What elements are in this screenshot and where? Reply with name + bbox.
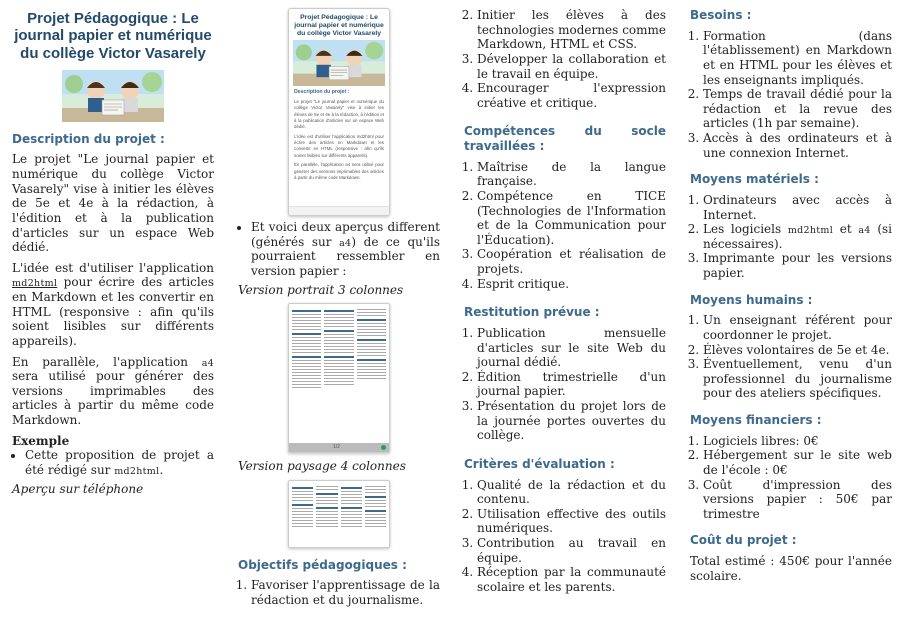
portrait-caption: Version portrait 3 colonnes xyxy=(238,282,404,297)
cout-heading: Coût du projet : xyxy=(690,533,797,548)
moyen-financier-item: 3. Coût d'impression des versions papier : 50€ par trimestre xyxy=(703,478,892,522)
example-list xyxy=(12,448,214,477)
objectif-item: 4. Encourager l'expression créative et critique. xyxy=(477,81,666,110)
competences-heading: Compétences du socle travaillées : xyxy=(464,124,666,153)
portrait-preview-thumbnail xyxy=(288,303,390,453)
critere-item: 2. Utilisation effective des outils numériques. xyxy=(477,507,666,536)
objectifs-list-continued xyxy=(464,8,666,110)
a4-app-name: a4 xyxy=(858,225,871,237)
column-1 xyxy=(12,8,214,502)
phone-preview-title: Projet Pédagogique : Le journal papier et numérique du collège Victor Vasarely xyxy=(294,14,384,37)
objectif-item: 1. Favoriser l'apprentissage de la rédaction et du journalisme. xyxy=(251,578,440,607)
text-segment: sera utilisé pour générer des versions imprimables des articles à partir du même code Markdown. xyxy=(12,369,214,427)
landscape-preview-thumbnail xyxy=(288,480,390,548)
text-segment: (si nécessaires). xyxy=(703,222,892,251)
students-newspaper-illustration xyxy=(62,70,164,122)
a4-app-name: a4 xyxy=(201,357,214,369)
moyen-financier-item: 1. Logiciels libres: 0€ xyxy=(703,434,892,449)
column-3 xyxy=(464,8,666,603)
moyen-materiel-item: 1. Ordinateurs avec accès à Internet. xyxy=(703,193,892,222)
moyen-humain-item: 2. Élèves volontaires de 5e et 4e. xyxy=(703,343,892,358)
moyens-materiels-heading: Moyens matériels : xyxy=(690,172,819,187)
phone-preview-paragraph-2: L'idée est d'utiliser l'application md2html pour écrire des articles en Markdown et les convertir en HTML (responsive : afin qu'ils soient lisibles sur différents appareils). xyxy=(294,133,384,158)
competence-item: 3. Coopération et réalisation de projets. xyxy=(477,247,666,276)
text-segment: pour écrire des articles en Markdown et les convertir en HTML (responsive : afin qu'ils soient lisibles sur différents appareils). xyxy=(12,275,214,348)
text-segment: et xyxy=(833,222,859,237)
phone-nav-bar xyxy=(289,206,389,215)
besoins-heading: Besoins : xyxy=(690,8,752,22)
competence-item: 4. Esprit critique. xyxy=(477,277,666,292)
competence-item: 1. Maîtrise de la langue française. xyxy=(477,160,666,189)
critere-item: 1. Qualité de la rédaction et du contenu. xyxy=(477,478,666,507)
moyens-materiels-list xyxy=(690,193,892,281)
landscape-caption: Version paysage 4 colonnes xyxy=(238,459,406,474)
moyen-financier-item: 2. Hébergement sur le site web de l'école : 0€ xyxy=(703,448,892,477)
moyens-financiers-heading: Moyens financiers : xyxy=(690,413,822,427)
restitution-item: 2. Édition trimestrielle d'un journal papier. xyxy=(477,370,666,399)
phone-preview-paragraph-1: Le projet "Le journal papier et numérique du collège Victor Vasarely" vise à initier les élèves de 5e et 4e à la rédaction, à l'édition et à la publication d'articles sur un espace Web dédié. xyxy=(294,98,384,130)
phone-preview-heading: Description du projet : xyxy=(294,89,350,96)
description-paragraph-2 xyxy=(12,261,214,349)
description-paragraph-3 xyxy=(12,355,214,428)
a4-app-name: a4 xyxy=(339,237,352,249)
description-paragraph-1: Le projet "Le journal papier et numérique du collège Victor Vasarely" vise à initier les élèves de 5e et 4e à la rédaction, à l'édition et à la publication d'articles sur un espace Web dédié. xyxy=(12,152,214,255)
critere-item: 3. Contribution au travail en équipe. xyxy=(477,536,666,565)
md2html-link[interactable]: md2html xyxy=(12,278,58,290)
previews-list xyxy=(238,220,440,279)
objectifs-heading: Objectifs pédagogiques : xyxy=(238,557,407,572)
restitution-list xyxy=(464,326,666,443)
status-dot-icon xyxy=(381,445,386,450)
column-4 xyxy=(690,8,892,589)
criteres-heading: Critères d'évaluation : xyxy=(464,456,615,471)
page-number: 1/2 xyxy=(333,444,340,451)
column-2 xyxy=(238,8,440,616)
text-segment: Les logiciels xyxy=(703,222,788,237)
besoin-item: 2. Temps de travail dédié pour la rédaction et la revue des articles (1h par semaine). xyxy=(703,87,892,131)
objectif-item: 2. Initier les élèves à des technologies modernes comme Markdown, HTML et CSS. xyxy=(477,8,666,52)
previews-item xyxy=(251,220,440,279)
phone-preview-paragraph-3: En parallèle, l'application a4 sera utilisé pour générer des versions imprimables des articles à partir du même code Markdown. xyxy=(294,162,384,180)
objectif-item: 3. Développer la collaboration et le travail en équipe. xyxy=(477,52,666,81)
text-segment: En parallèle, l'application xyxy=(12,354,202,369)
page-title: Projet Pédagogique : Le journal papier et numérique du collège Victor Vasarely xyxy=(14,10,212,62)
besoins-list xyxy=(690,29,892,161)
example-item xyxy=(25,448,214,477)
md2html-app-name: md2html xyxy=(787,225,834,237)
competences-list xyxy=(464,160,666,292)
phone-preview-caption: Aperçu sur téléphone xyxy=(12,481,144,496)
text-segment: . xyxy=(159,462,164,477)
moyens-financiers-list xyxy=(690,434,892,522)
critere-item: 4. Réception par la communauté scolaire et les parents. xyxy=(477,565,666,594)
moyen-humain-item: 1. Un enseignant référent pour coordonner le projet. xyxy=(703,313,892,342)
text-segment: ) de ce qu'ils pourraient ressembler en version papier : xyxy=(251,234,440,278)
thumbnail-toolbar xyxy=(289,443,389,452)
example-heading: Exemple xyxy=(12,433,70,448)
competence-item: 2. Compétence en TICE (Technologies de l'Information et de la Communication pour l'Éducation). xyxy=(477,189,666,248)
besoin-item: 1. Formation (dans l'établissement) en Markdown et en HTML pour les élèves et les enseignants impliqués. xyxy=(703,29,892,88)
restitution-item: 1. Publication mensuelle d'articles sur le site Web du journal dédié. xyxy=(477,326,666,370)
moyen-materiel-item xyxy=(703,222,892,251)
text-segment: Cette proposition de projet a été rédigé sur xyxy=(25,448,214,477)
besoin-item: 3. Accès à des ordinateurs et à une connexion Internet. xyxy=(703,131,892,160)
md2html-app-name: md2html xyxy=(114,465,160,477)
moyen-materiel-item: 3. Imprimante pour les versions papier. xyxy=(703,251,892,280)
objectifs-list xyxy=(238,578,440,607)
restitution-heading: Restitution prévue : xyxy=(464,305,600,320)
restitution-item: 3. Présentation du projet lors de la journée portes ouvertes du collège. xyxy=(477,399,666,443)
moyens-humains-list xyxy=(690,313,892,401)
cout-text: Total estimé : 450€ pour l'année scolaire. xyxy=(690,554,892,583)
text-segment: L'idée est d'utiliser l'application xyxy=(12,260,214,275)
criteres-list xyxy=(464,478,666,595)
moyens-humains-heading: Moyens humains : xyxy=(690,292,813,307)
text-segment: Et voici deux aperçus different (générés sur xyxy=(251,220,440,249)
moyen-humain-item: 3. Éventuellement, venu d'un professionnel du journalisme pour des ateliers spécifiques. xyxy=(703,357,892,401)
phone-preview-illustration xyxy=(293,40,385,86)
description-heading: Description du projet : xyxy=(12,131,165,146)
phone-preview xyxy=(288,8,390,216)
